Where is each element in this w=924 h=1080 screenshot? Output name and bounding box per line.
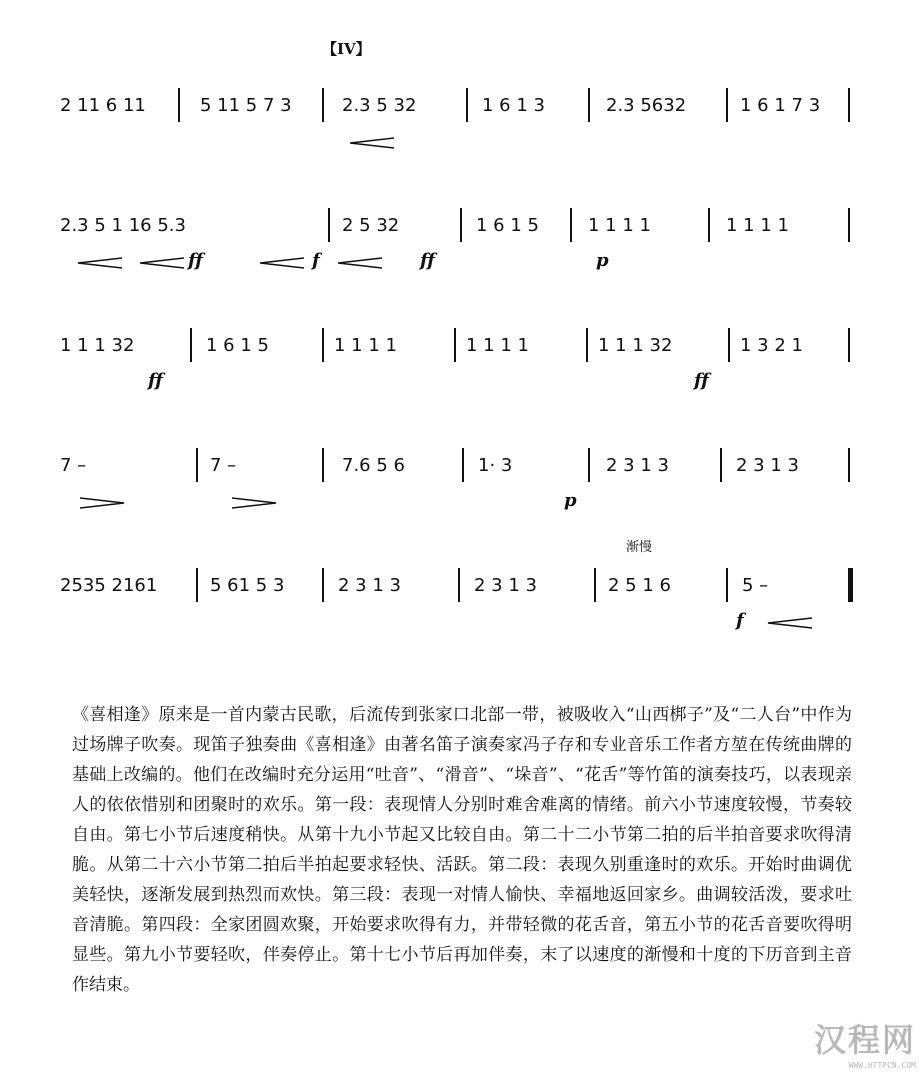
barline [586,328,588,362]
performance-notes: 《喜相逢》原来是一首内蒙古民歌，后流传到张家口北部一带，被吸收入“山西梆子”及“二人台”中作为过场牌子吹奏。现笛子独奏曲《喜相逢》由著名笛子演奏家冯子存和专业音乐工作者方堃在传统曲牌的基础上改编的。他们在改编时充分运用“吐音”、“滑音”、“垛音”、“花舌”等竹笛的演奏技巧，以表现亲人的依依惜别和团聚时的欢乐。第一段：表现情人分别时难舍难离的情绪。前六小节速度较慢，节奏较自由。第七小节后速度稍快。从第十九小节起又比较自由。第二十二小节第二拍的后半拍音要求吹得清脆。从第二十六小节第二拍后半拍起要求轻快、活跃。第二段：表现久别重逢时的欢乐。开始时曲调优美轻快，逐渐发展到热烈而欢快。第三段：表现一对情人愉快、幸福地返回家乡。曲调较活泼，要求吐音清脆。第四段：全家团圆欢聚，开始要求吹得有力，并带轻微的花舌音，第五小节的花舌音要吹得明显些。第九小节要轻吹，伴奏停止。第十七小节后再加伴奏，末了以速度的渐慢和十度的下历音到主音作结束。 [72,705,852,995]
crescendo-hairpin [350,134,394,146]
decrescendo-hairpin [60,494,144,506]
watermark-url: WWW.HTTPCN.COM [848,1061,916,1070]
measure: 2 11 6 11 [60,94,146,116]
decrescendo-hairpin [212,494,296,506]
measure: 1 6 1 3 [482,94,545,116]
crescendo-hairpin [338,254,382,266]
measure: 1 3 2 1 [740,334,803,356]
measure: 1 1 1 32 [60,334,135,356]
measure: 7 – [210,454,237,476]
measure: 1 1 1 1 [334,334,397,356]
measure: 5 – [742,574,769,596]
measure: 2535 2161 [60,574,158,596]
measure: 2 3 1 3 [606,454,669,476]
measure: 5 11 5 7 3 [200,94,292,116]
staff-row-2 [60,190,860,286]
barline [726,568,728,602]
barline [178,88,180,122]
barline [848,328,850,362]
barline [190,328,192,362]
final-barline [848,568,853,602]
measure: 7.6 5 6 [342,454,405,476]
barline [460,208,462,242]
barline [322,328,324,362]
dynamic-mark: p [564,490,577,511]
barline [848,448,850,482]
measure: 1 1 1 1 [588,214,651,236]
staff-row-5 [60,540,860,646]
barline [458,568,460,602]
barline [322,88,324,122]
measure: 1 6 1 5 [206,334,269,356]
measure: 1 6 1 7 3 [740,94,821,116]
section-mark: 【IV】 [322,40,371,58]
barline [454,328,456,362]
barline [466,88,468,122]
dynamic-mark: ff [188,250,203,271]
barline [328,208,330,242]
measure: 2 5 1 6 [608,574,671,596]
barline [196,448,198,482]
dynamic-mark: p [596,250,609,271]
barline [588,448,590,482]
crescendo-hairpin [140,254,184,266]
dynamic-mark: f [312,250,320,271]
measure: 2.3 5 32 [342,94,417,116]
dynamic-mark: ff [420,250,435,271]
measure: 2 3 1 3 [474,574,537,596]
barline [322,568,324,602]
dynamic-mark: ff [694,370,709,391]
barline [728,328,730,362]
crescendo-hairpin [760,614,820,626]
crescendo-hairpin [260,254,304,266]
barline [726,88,728,122]
measure: 2 3 1 3 [736,454,799,476]
dynamic-mark: ff [148,370,163,391]
barline [594,568,596,602]
measure: 2.3 5 1 16 5.3 [60,214,186,236]
measure: 1 1 1 32 [598,334,673,356]
dynamic-mark: f [736,610,744,631]
measure: 1· 3 [478,454,513,476]
crescendo-hairpin [70,254,130,266]
staff-row-3 [60,310,860,406]
measure: 1 1 1 1 [726,214,789,236]
barline [720,448,722,482]
barline [848,88,850,122]
barline [848,208,850,242]
barline [322,448,324,482]
measure: 5 61 5 3 [210,574,285,596]
measure: 2.3 5632 [606,94,687,116]
barline [570,208,572,242]
barline [196,568,198,602]
watermark-logo: 汉程网 [813,1021,916,1059]
barline [462,448,464,482]
measure: 1 1 1 1 [466,334,529,356]
staff-row-1 [60,70,860,166]
measure: 2 5 32 [342,214,400,236]
barline [708,208,710,242]
staff-row-4 [60,430,860,526]
measure: 7 – [60,454,87,476]
tempo-mark: 渐慢 [626,540,653,555]
measure: 1 6 1 5 [476,214,539,236]
measure: 2 3 1 3 [338,574,401,596]
barline [588,88,590,122]
watermark [814,1015,916,1070]
